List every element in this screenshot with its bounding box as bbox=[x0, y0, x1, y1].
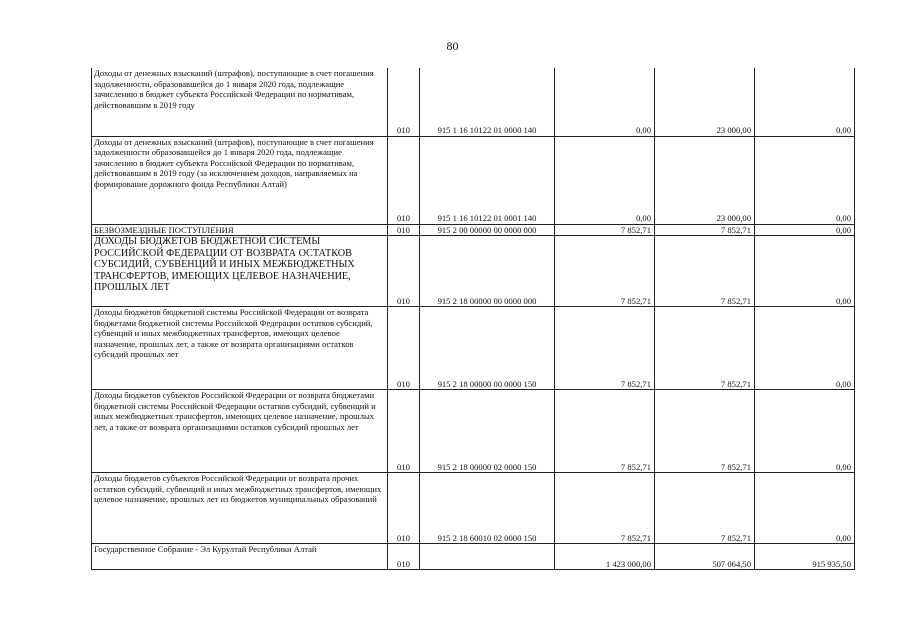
row-code: 010 bbox=[388, 236, 420, 307]
row-value-2: 507 064,50 bbox=[655, 544, 755, 570]
row-name: ДОХОДЫ БЮДЖЕТОВ БЮДЖЕТНОЙ СИСТЕМЫ РОССИЙСКОЙ ФЕДЕРАЦИИ ОТ ВОЗВРАТА ОСТАТКОВ СУБСИДИЙ, СУБВЕНЦИЙ И ИНЫХ МЕЖБЮДЖЕТНЫХ ТРАНСФЕРТОВ, ИМЕЮЩИХ ЦЕЛЕВОЕ НАЗНАЧЕНИЕ, ПРОШЛЫХ ЛЕТ bbox=[92, 236, 388, 307]
row-name: Доходы от денежных взысканий (штрафов), поступающие в счет погашения задолженности образовавшейся до 1 января 2020 года, подлежащие зачислению в бюджет субъекта Российской Федерации по нормативам, действовавшим в 2019 году (за исключением доходов, направляемых на формирование дорожного фонда Республики Алтай) bbox=[92, 136, 388, 224]
table-row bbox=[92, 136, 855, 224]
row-value-2: 7 852,71 bbox=[655, 390, 755, 473]
row-name: БЕЗВОЗМЕЗДНЫЕ ПОСТУПЛЕНИЯ bbox=[92, 224, 388, 236]
row-code: 010 bbox=[388, 224, 420, 236]
row-name: Доходы бюджетов бюджетной системы Российской Федерации от возврата бюджетами бюджетной системы Российской Федерации остатков субсидий, субвенций и иных межбюджетных трансфертов, имеющих целевое назначение, прошлых лет, а также от возврата организациями остатков субсидий прошлых лет bbox=[92, 307, 388, 390]
row-kbk: 915 2 18 00000 00 0000 000 bbox=[420, 236, 555, 307]
row-code: 010 bbox=[388, 473, 420, 544]
row-code: 010 bbox=[388, 68, 420, 136]
row-value-2: 7 852,71 bbox=[655, 236, 755, 307]
table-row bbox=[92, 390, 855, 473]
revenue-table bbox=[91, 68, 855, 570]
row-value-2: 7 852,71 bbox=[655, 224, 755, 236]
row-value-3: 915 935,50 bbox=[755, 544, 855, 570]
row-value-3: 0,00 bbox=[755, 68, 855, 136]
row-value-1: 7 852,71 bbox=[555, 307, 655, 390]
row-value-3: 0,00 bbox=[755, 307, 855, 390]
table-row bbox=[92, 224, 855, 236]
row-name: Государственное Собрание - Эл Курултай Республики Алтай bbox=[92, 544, 388, 570]
row-value-3: 0,00 bbox=[755, 473, 855, 544]
row-code: 010 bbox=[388, 136, 420, 224]
table-row bbox=[92, 473, 855, 544]
row-value-2: 23 000,00 bbox=[655, 68, 755, 136]
row-value-1: 0,00 bbox=[555, 136, 655, 224]
table-row bbox=[92, 68, 855, 136]
row-code: 010 bbox=[388, 307, 420, 390]
table-row bbox=[92, 236, 855, 307]
row-value-3: 0,00 bbox=[755, 390, 855, 473]
page-number: 80 bbox=[446, 39, 459, 53]
row-value-1: 7 852,71 bbox=[555, 236, 655, 307]
row-kbk: 915 2 00 00000 00 0000 000 bbox=[420, 224, 555, 236]
row-kbk: 915 1 16 10122 01 0001 140 bbox=[420, 136, 555, 224]
row-kbk: 915 2 18 60010 02 0000 150 bbox=[420, 473, 555, 544]
row-value-3: 0,00 bbox=[755, 224, 855, 236]
row-name: Доходы бюджетов субъектов Российской Федерации от возврата бюджетами бюджетной системы Российской Федерации остатков субсидий, субвенций и иных межбюджетных трансфертов, имеющих целевое назначение, прошлых лет, а также от возврата организациями остатков субсидий прошлых лет bbox=[92, 390, 388, 473]
row-name: Доходы от денежных взысканий (штрафов), поступающие в счет погашения задолженности, образовавшейся до 1 января 2020 года, подлежащие зачислению в бюджет субъекта Российской Федерации по нормативам, действовавшим в 2019 году bbox=[92, 68, 388, 136]
row-value-1: 1 423 000,00 bbox=[555, 544, 655, 570]
row-value-1: 7 852,71 bbox=[555, 473, 655, 544]
table-row bbox=[92, 544, 855, 570]
row-value-1: 7 852,71 bbox=[555, 390, 655, 473]
row-kbk: 915 2 18 00000 02 0000 150 bbox=[420, 390, 555, 473]
row-value-2: 7 852,71 bbox=[655, 307, 755, 390]
row-value-3: 0,00 bbox=[755, 136, 855, 224]
row-value-2: 23 000,00 bbox=[655, 136, 755, 224]
row-kbk bbox=[420, 544, 555, 570]
row-value-3: 0,00 bbox=[755, 236, 855, 307]
row-kbk: 915 1 16 10122 01 0000 140 bbox=[420, 68, 555, 136]
row-code: 010 bbox=[388, 390, 420, 473]
row-code: 010 bbox=[388, 544, 420, 570]
row-value-2: 7 852,71 bbox=[655, 473, 755, 544]
table-row bbox=[92, 307, 855, 390]
row-value-1: 0,00 bbox=[555, 68, 655, 136]
row-kbk: 915 2 18 00000 00 0000 150 bbox=[420, 307, 555, 390]
row-name: Доходы бюджетов субъектов Российской Федерации от возврата прочих остатков субсидий, субвенций и иных межбюджетных трансфертов, имеющих целевое назначение, прошлых лет из бюджетов муниципальных образований bbox=[92, 473, 388, 544]
row-value-1: 7 852,71 bbox=[555, 224, 655, 236]
